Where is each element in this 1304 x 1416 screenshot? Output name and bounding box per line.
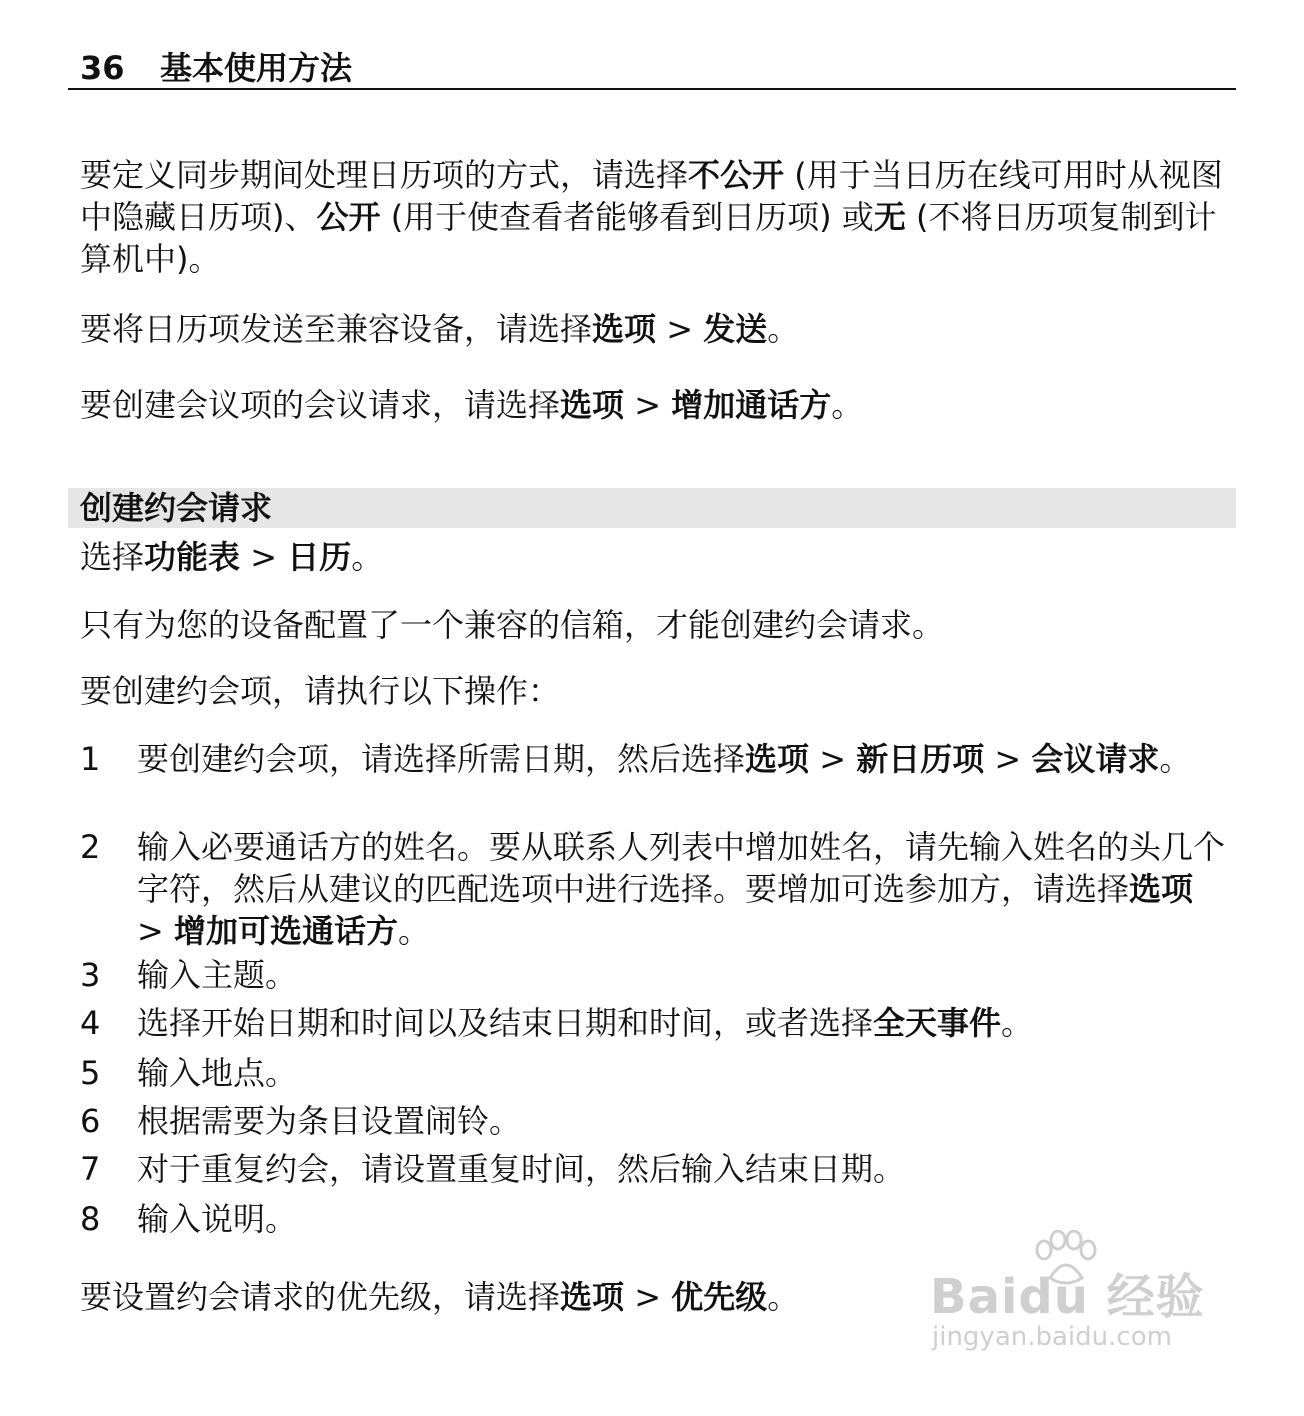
text: (用于使查看者能够看到日历项) 或 [380, 198, 874, 236]
menu-add-optional-participant: 增加可选通话方 [173, 912, 398, 950]
option-public: 公开 [316, 198, 381, 236]
text: 要将日历项发送至兼容设备，请选择 [80, 310, 593, 348]
text: 要定义同步期间处理日历项的方式，请选择 [80, 156, 689, 194]
step-number: 4 [80, 1004, 101, 1042]
page-section-title: 基本使用方法 [160, 49, 353, 87]
text: 选择开始日期和时间以及结束日期和时间，或者选择 [137, 1004, 874, 1042]
menu-new-entry: 新日历项 [856, 740, 985, 778]
select-paragraph [80, 536, 1230, 578]
option-all-day: 全天事件 [873, 1004, 1002, 1042]
section-title: 创建约会请求 [80, 489, 273, 527]
step-text: 输入说明。 [137, 1200, 298, 1238]
mailbox-note: 只有为您的设备配置了一个兼容的信箱，才能创建约会请求。 [80, 606, 945, 644]
step-number: 2 [80, 828, 101, 866]
step-text [137, 738, 1227, 780]
menu-add-participant: 增加通话方 [671, 386, 832, 424]
steps-lead: 要创建约会项，请执行以下操作： [80, 672, 561, 710]
menu-options: 选项 [745, 740, 810, 778]
menu-meeting-request: 会议请求 [1031, 740, 1160, 778]
text: 。 [351, 538, 384, 576]
watermark-url: jingyan.baidu.com [932, 1322, 1172, 1352]
text: 。 [1159, 740, 1192, 778]
step-text: 对于重复约会，请设置重复时间，然后输入结束日期。 [137, 1150, 906, 1188]
section-header [68, 488, 1236, 528]
menu-separator: > [240, 538, 288, 576]
menu-options: 选项 [560, 386, 625, 424]
step-text: 输入主题。 [137, 956, 298, 994]
page-header [68, 44, 1236, 90]
baidu-watermark [920, 1230, 1240, 1370]
meeting-request-paragraph [80, 384, 1230, 426]
text: 。 [1001, 1004, 1034, 1042]
text: 要创建约会项，请选择所需日期，然后选择 [137, 740, 746, 778]
menu-separator: > [984, 740, 1032, 778]
text: 选择 [80, 538, 145, 576]
menu-functions: 功能表 [144, 538, 241, 576]
step-number: 3 [80, 956, 101, 994]
step-text: 根据需要为条目设置闹铃。 [137, 1102, 522, 1140]
text: 。 [767, 310, 800, 348]
menu-separator: > [137, 912, 174, 950]
text: 。 [831, 386, 864, 424]
text: 输入必要通话方的姓名。要从联系人列表中增加姓名，请先输入姓名的头几个字符，然后从建议的匹配选项中进行选择。要增加可选参加方，请选择 [137, 828, 1226, 908]
text: (不将日历项复制到计算机中)。 [80, 198, 1217, 278]
menu-options: 选项 [560, 1278, 625, 1316]
step-text [137, 826, 1227, 952]
menu-send: 发送 [703, 310, 768, 348]
watermark-logo: Baidu 经验 [930, 1269, 1205, 1325]
menu-calendar: 日历 [287, 538, 352, 576]
text: (用于当日历在线可用时从视图中隐藏日历项)、 [80, 156, 1223, 236]
step-number: 7 [80, 1150, 101, 1188]
step-text: 输入地点。 [137, 1054, 298, 1092]
sync-paragraph [80, 154, 1230, 280]
step-number: 1 [80, 740, 101, 778]
menu-separator: > [624, 1278, 672, 1316]
menu-separator: > [656, 310, 704, 348]
option-private: 不公开 [688, 156, 785, 194]
menu-separator: > [809, 740, 857, 778]
menu-options: 选项 [592, 310, 657, 348]
text: 。 [398, 912, 431, 950]
step-number: 6 [80, 1102, 101, 1140]
send-paragraph [80, 308, 1230, 350]
step-number: 5 [80, 1054, 101, 1092]
menu-separator: > [624, 386, 672, 424]
option-none: 无 [873, 198, 906, 236]
menu-options: 选项 [1129, 870, 1194, 908]
text: 。 [767, 1278, 800, 1316]
step-text [137, 1002, 1227, 1044]
text: 要创建会议项的会议请求，请选择 [80, 386, 561, 424]
menu-priority: 优先级 [671, 1278, 768, 1316]
page-number: 36 [80, 49, 125, 87]
text: 要设置约会请求的优先级，请选择 [80, 1278, 561, 1316]
step-number: 8 [80, 1200, 101, 1238]
